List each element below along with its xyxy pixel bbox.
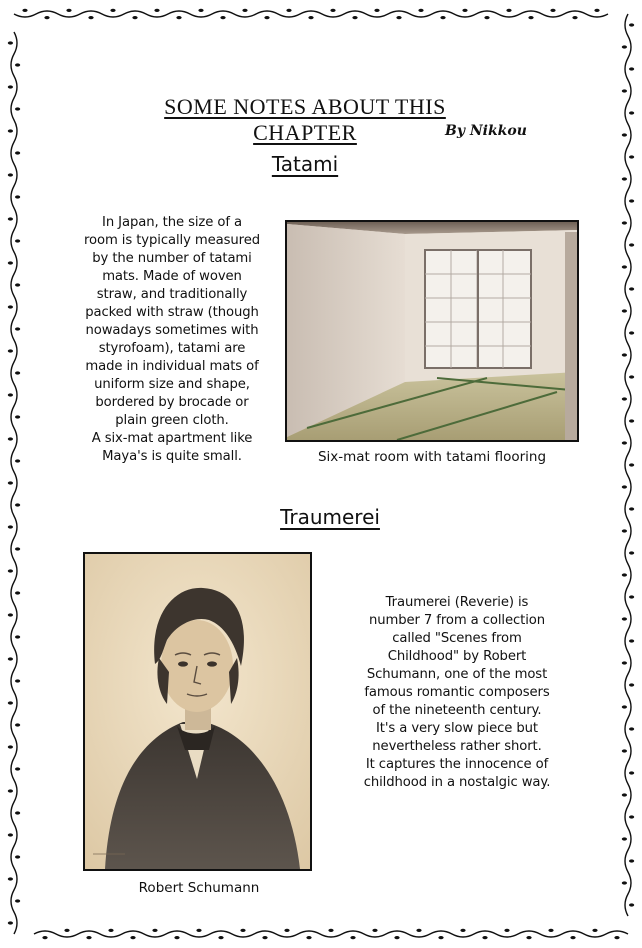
border-leaf-mark [622,221,627,224]
border-leaf-mark [8,85,13,88]
border-leaf-mark [8,173,13,176]
border-leaf-mark [572,16,577,19]
border-leaf-mark [132,16,137,19]
border-leaf-mark [328,929,333,932]
border-leaf-mark [306,936,311,939]
border-leaf-mark [622,749,627,752]
border-leaf-mark [8,129,13,132]
border-leaf-mark [8,349,13,352]
border-leaf-mark [350,936,355,939]
border-leaf-mark [242,9,247,12]
border-leaf-mark [284,929,289,932]
border-leaf-mark [286,9,291,12]
border-leaf-mark [8,481,13,484]
border-leaf-mark [15,503,20,506]
border-leaf-mark [15,767,20,770]
border-leaf-mark [629,507,634,510]
border-leaf-mark [15,591,20,594]
border-leaf-mark [15,195,20,198]
border-leaf-mark [196,929,201,932]
border-leaf-mark [15,855,20,858]
border-leaf-mark [526,936,531,939]
border-leaf-mark [66,9,71,12]
border-leaf-mark [110,9,115,12]
border-leaf-mark [622,133,627,136]
border-leaf-mark [622,265,627,268]
border-leaf-mark [622,397,627,400]
border-leaf-mark [15,723,20,726]
border-leaf-mark [8,261,13,264]
border-leaf-mark [8,701,13,704]
border-leaf-mark [622,793,627,796]
border-leaf-mark [154,9,159,12]
border-leaf-mark [174,936,179,939]
tatami-photo-caption: Six-mat room with tatami flooring [317,449,547,465]
traumerei-heading: Traumerei [280,505,380,529]
border-leaf-mark [622,837,627,840]
border-leaf-mark [108,929,113,932]
border-leaf-mark [372,929,377,932]
border-leaf-mark [15,811,20,814]
border-leaf-mark [15,415,20,418]
border-leaf-mark [629,23,634,26]
border-leaf-mark [8,877,13,880]
border-leaf-mark [8,745,13,748]
border-leaf-mark [15,547,20,550]
border-leaf-mark [86,936,91,939]
border-leaf-mark [592,929,597,932]
border-leaf-mark [622,881,627,884]
border-leaf-mark [622,573,627,576]
border-leaf-mark [374,9,379,12]
border-leaf-mark [15,107,20,110]
border-leaf-mark [629,683,634,686]
border-leaf-mark [8,789,13,792]
border-leaf-mark [42,936,47,939]
border-leaf-mark [614,936,619,939]
border-leaf-mark [622,617,627,620]
border-leaf-mark [240,929,245,932]
border-leaf-mark [15,283,20,286]
border-leaf-mark [629,771,634,774]
border-leaf-mark [8,613,13,616]
border-leaf-mark [8,305,13,308]
border-leaf-mark [629,903,634,906]
border-leaf-mark [8,437,13,440]
border-leaf-mark [629,155,634,158]
border-leaf-mark [622,353,627,356]
border-leaf-mark [629,551,634,554]
border-leaf-mark [15,899,20,902]
border-leaf-mark [504,929,509,932]
border-leaf-mark [15,63,20,66]
border-leaf-mark [8,657,13,660]
border-leaf-mark [629,727,634,730]
border-leaf-mark [622,661,627,664]
portrait-caption: Robert Schumann [138,880,260,896]
border-leaf-mark [8,921,13,924]
border-leaf-mark [622,309,627,312]
border-leaf-mark [15,239,20,242]
border-leaf-mark [130,936,135,939]
border-leaf-mark [8,41,13,44]
border-leaf-mark [22,9,27,12]
border-leaf-mark [308,16,313,19]
border-leaf-mark [484,16,489,19]
border-leaf-mark [44,16,49,19]
border-leaf-mark [352,16,357,19]
border-leaf-mark [548,929,553,932]
border-leaf-mark [629,287,634,290]
border-leaf-mark [570,936,575,939]
border-leaf-mark [218,936,223,939]
border-leaf-mark [15,679,20,682]
border-leaf-mark [482,936,487,939]
border-leaf-mark [629,419,634,422]
border-leaf-mark [462,9,467,12]
border-leaf-mark [8,569,13,572]
border-leaf-mark [262,936,267,939]
border-leaf-mark [440,16,445,19]
border-leaf-mark [629,463,634,466]
border-leaf-mark [8,833,13,836]
border-leaf-mark [15,327,20,330]
border-leaf-mark [629,859,634,862]
border-leaf-mark [330,9,335,12]
border-leaf-mark [550,9,555,12]
border-leaf-mark [629,199,634,202]
border-leaf-mark [15,635,20,638]
border-leaf-mark [622,177,627,180]
border-leaf-mark [629,111,634,114]
border-leaf-mark [396,16,401,19]
tatami-room-photo [285,220,579,442]
schumann-portrait [83,552,312,871]
border-leaf-mark [8,217,13,220]
border-leaf-mark [418,9,423,12]
border-leaf-mark [64,929,69,932]
traumerei-description: Traumerei (Reverie) is number 7 from a collection called "Scenes from Childhood" by Robert Schumann, one of the most famous romantic composers of the nineteenth century. It's a very slow piece but nevertheless rather short. It captures the innocence of childhood in a nostalgic way. [363,595,551,790]
border-leaf-mark [629,331,634,334]
border-leaf-mark [622,441,627,444]
border-leaf-mark [622,705,627,708]
border-leaf-mark [8,393,13,396]
author-byline: By Nikkou [445,123,527,139]
border-leaf-mark [622,89,627,92]
border-leaf-mark [438,936,443,939]
border-leaf-mark [622,45,627,48]
tatami-heading: Tatami [271,152,339,176]
border-leaf-mark [416,929,421,932]
border-leaf-mark [629,243,634,246]
border-leaf-mark [622,529,627,532]
border-leaf-mark [394,936,399,939]
border-leaf-mark [629,67,634,70]
border-leaf-mark [15,371,20,374]
border-leaf-mark [629,815,634,818]
border-leaf-mark [506,9,511,12]
border-leaf-mark [629,595,634,598]
border-leaf-mark [15,151,20,154]
border-leaf-mark [176,16,181,19]
border-leaf-mark [198,9,203,12]
border-leaf-mark [594,9,599,12]
border-leaf-mark [152,929,157,932]
border-leaf-mark [88,16,93,19]
border-leaf-mark [622,485,627,488]
tatami-description: In Japan, the size of a room is typically measured by the number of tatami mats. Made of woven straw, and traditionally packed with straw (though nowadays sometimes with styrofoam), tatami are made in individual mats of uniform size and shape, bordered by brocade or plain green cloth. A six-mat apartment like Maya's is quite small. [84,215,260,464]
border-leaf-mark [629,639,634,642]
border-leaf-mark [8,525,13,528]
page-title: SOME NOTES ABOUT THIS CHAPTER [164,94,446,145]
border-leaf-mark [15,459,20,462]
border-leaf-mark [264,16,269,19]
border-leaf-mark [629,375,634,378]
border-leaf-mark [528,16,533,19]
border-leaf-mark [460,929,465,932]
border-leaf-mark [220,16,225,19]
